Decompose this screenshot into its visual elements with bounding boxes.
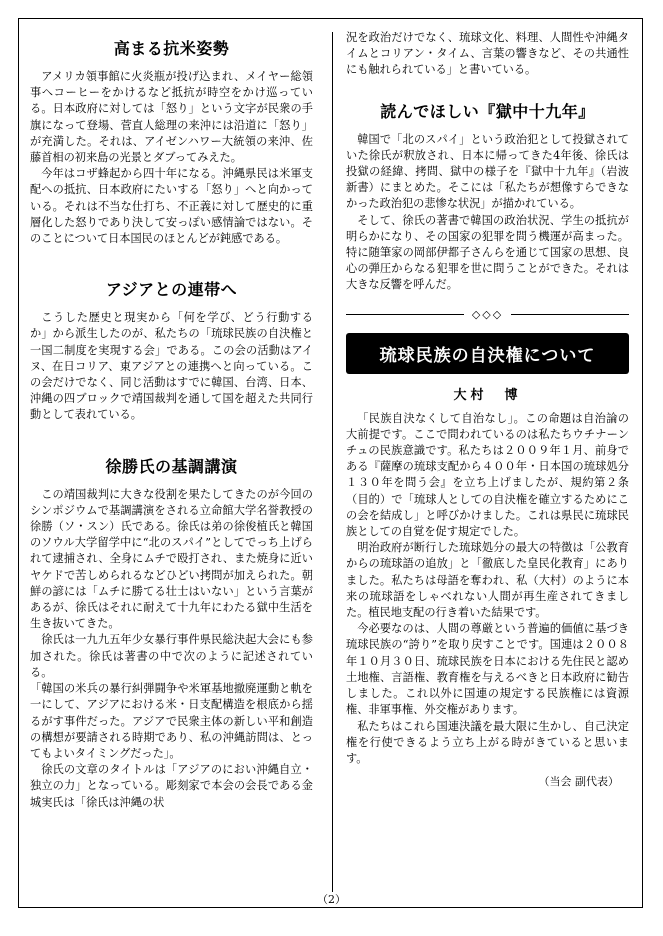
article-title-banner: 琉球民族の自決権について: [346, 333, 629, 374]
paragraph: 韓国で「北のスパイ」という政治犯として投獄されていた徐氏が釈放され、日本に帰ってきた4年後、徐氏は投獄の経緯、拷問、獄中の様子を『獄中十九年』（岩波新書）にまとめた。そこには「私たちが想像すらできなかった政治犯の悲惨な状況」が描かれている。: [346, 132, 629, 211]
paragraph: この靖国裁判に大きな役割を果たしてきたのが今回のシンポジウムで基調講演をされる立命館大学名誉教授の徐勝（ソ・スン）氏である。徐氏は弟の徐俊植氏と韓国のソウル大学留学中に“北のスパイ”としてでっち上げられて逮捕され、全身にムチで殴打され、また焼身に近いヤケドで苦しめられるなどひどい拷問が加えられた。朝鮮の諺には「ムチに勝てる壮士はいない」という言葉があるが、徐氏はそれに耐えて十九年にわたる獄中生活を生き抜いてきた。: [30, 487, 313, 631]
paragraph: 徐氏の文章のタイトルは「アジアのにおい沖縄自立・独立の力」となっている。彫刻家で本会の会長である金城実氏は「徐氏は沖縄の状: [30, 763, 313, 809]
left-column: [30, 30, 313, 811]
paragraph: 明治政府が断行した琉球処分の最大の特徴は「公教育からの琉球語の追放」と「徹底した皇民化教育」にありました。私たちは母語を奪われ、私（大村）のように本来の琉球語をしゃべれない人間が再生産されてきました。植民地支配の行き着いた結果です。: [346, 541, 629, 620]
paragraph: 私たちはこれら国連決議を最大限に生かし、自己決定権を行使できるよう立ち上がる時がきていると思います。: [346, 719, 629, 765]
paragraph: 今年はコザ蜂起から四十年になる。沖縄県民は米軍支配への抵抗、日本政府にたいする「怒り」へと向かっている。それは不当な仕打ち、不正義に対して歴史的に重層化した怒りであり決して安っぽい感情論ではない。そのことについて日本国民のほとんどが鈍感である。: [30, 167, 313, 246]
paragraph: アメリカ領事館に火炎瓶が投げ込まれ、メイヤー総領事へコーヒーをかけるなど抵抗が時空をかけ巡っている。日本政府に対しては「怒り」という文字が民衆の手旗になって登場、菅直人総理の来沖には沿道に「怒り」が充満した。それは、アイゼンハワー大統領の来沖、佐藤首相の初来島の光景とダブってみえた。: [30, 70, 313, 165]
paragraph: こうした歴史と現実から「何を学び、どう行動するか」から派生したのが、私たちの「琉球民族の自決権と一国二制度を実現する会」である。この会の活動はアイヌ、在日コリア、東アジアとの連携へと向っている。この会だけでなく、同じ活動はすでに韓国、台湾、日本、沖縄の四ブロックで靖国裁判を通して国を超えた共同行動として表れている。: [30, 311, 313, 422]
section-title-keynote: 徐勝氏の基調講演: [105, 456, 238, 476]
section-title-anti-us: 高まる抗米姿勢: [113, 39, 230, 58]
quote-paragraph: 「韓国の米兵の暴行糾弾闘争や米軍基地撤廃運動と軌を一にして、アジアにおける米・日支配構造を根底から揺るがす事件だった。アジアで民衆主体の新しい平和創造の構想が要請される時期であり、私の沖縄訪問は、とってもよいタイミングだった」。: [30, 682, 313, 760]
author-signature: （当会 副代表）: [538, 775, 619, 789]
section-title-book: 読んでほしい『獄中十九年』: [380, 101, 595, 121]
section-title-asia-solidarity: アジアとの連帯へ: [105, 280, 238, 300]
paragraph: 今必要なのは、人間の尊厳という普遍的価値に基づき琉球民族の“誇り”を取り戻すことです。国連は２００８年１０月３０日、琉球民族を日本における先住民と認め土地権、言語権、教育権を与えるべきと日本政府に勧告しました。これ以外に国連の規定する民族権には資源権、非軍事権、外交権があります。: [346, 622, 629, 717]
paragraph: 徐氏は一九九五年少女暴行事件県民総決起大会にも参加された。徐氏は著書の中で次のように記述されている。: [30, 633, 313, 679]
author-name: 大村 博: [453, 387, 522, 403]
paragraph: 「民族自決なくして自治なし」。この命題は自治論の大前提です。ここで問われているのは私たちウチナーンチュの民族意識です。私たちは２００９年１月、前身である『薩摩の琉球支配から４００年・日本国の琉球処分１３０年を問う会』を立ち上げましたが、規約第２条（目的）で「琉球人としての自決権を確立するためにこの会を結成し」と呼びかけました。これは県民に琉球民族としての自覚を促す規定でした。: [346, 411, 629, 539]
page-number: （2）: [317, 893, 346, 906]
paragraph: そして、徐氏の著書で韓国の政治状況、学生の抵抗が明らかになり、その国家の犯罪を問う機運が高まった。特に随筆家の岡部伊都子さんらを通じて国家の思想、良心の弾圧からなる犯罪を世に問うことができた。それは大きな反響を呼んだ。: [346, 213, 629, 292]
section-divider: [346, 308, 629, 321]
divider-ornament: ◇◇◇: [471, 307, 504, 321]
right-column: [346, 30, 629, 789]
column-rule: [332, 32, 333, 892]
continued-paragraph: 況を政治だけでなく、琉球文化、料理、人間性や沖縄タイムとコリアン・タイム、言葉の響きなど、その共通性にも触れられている」と書いている。: [346, 31, 629, 77]
